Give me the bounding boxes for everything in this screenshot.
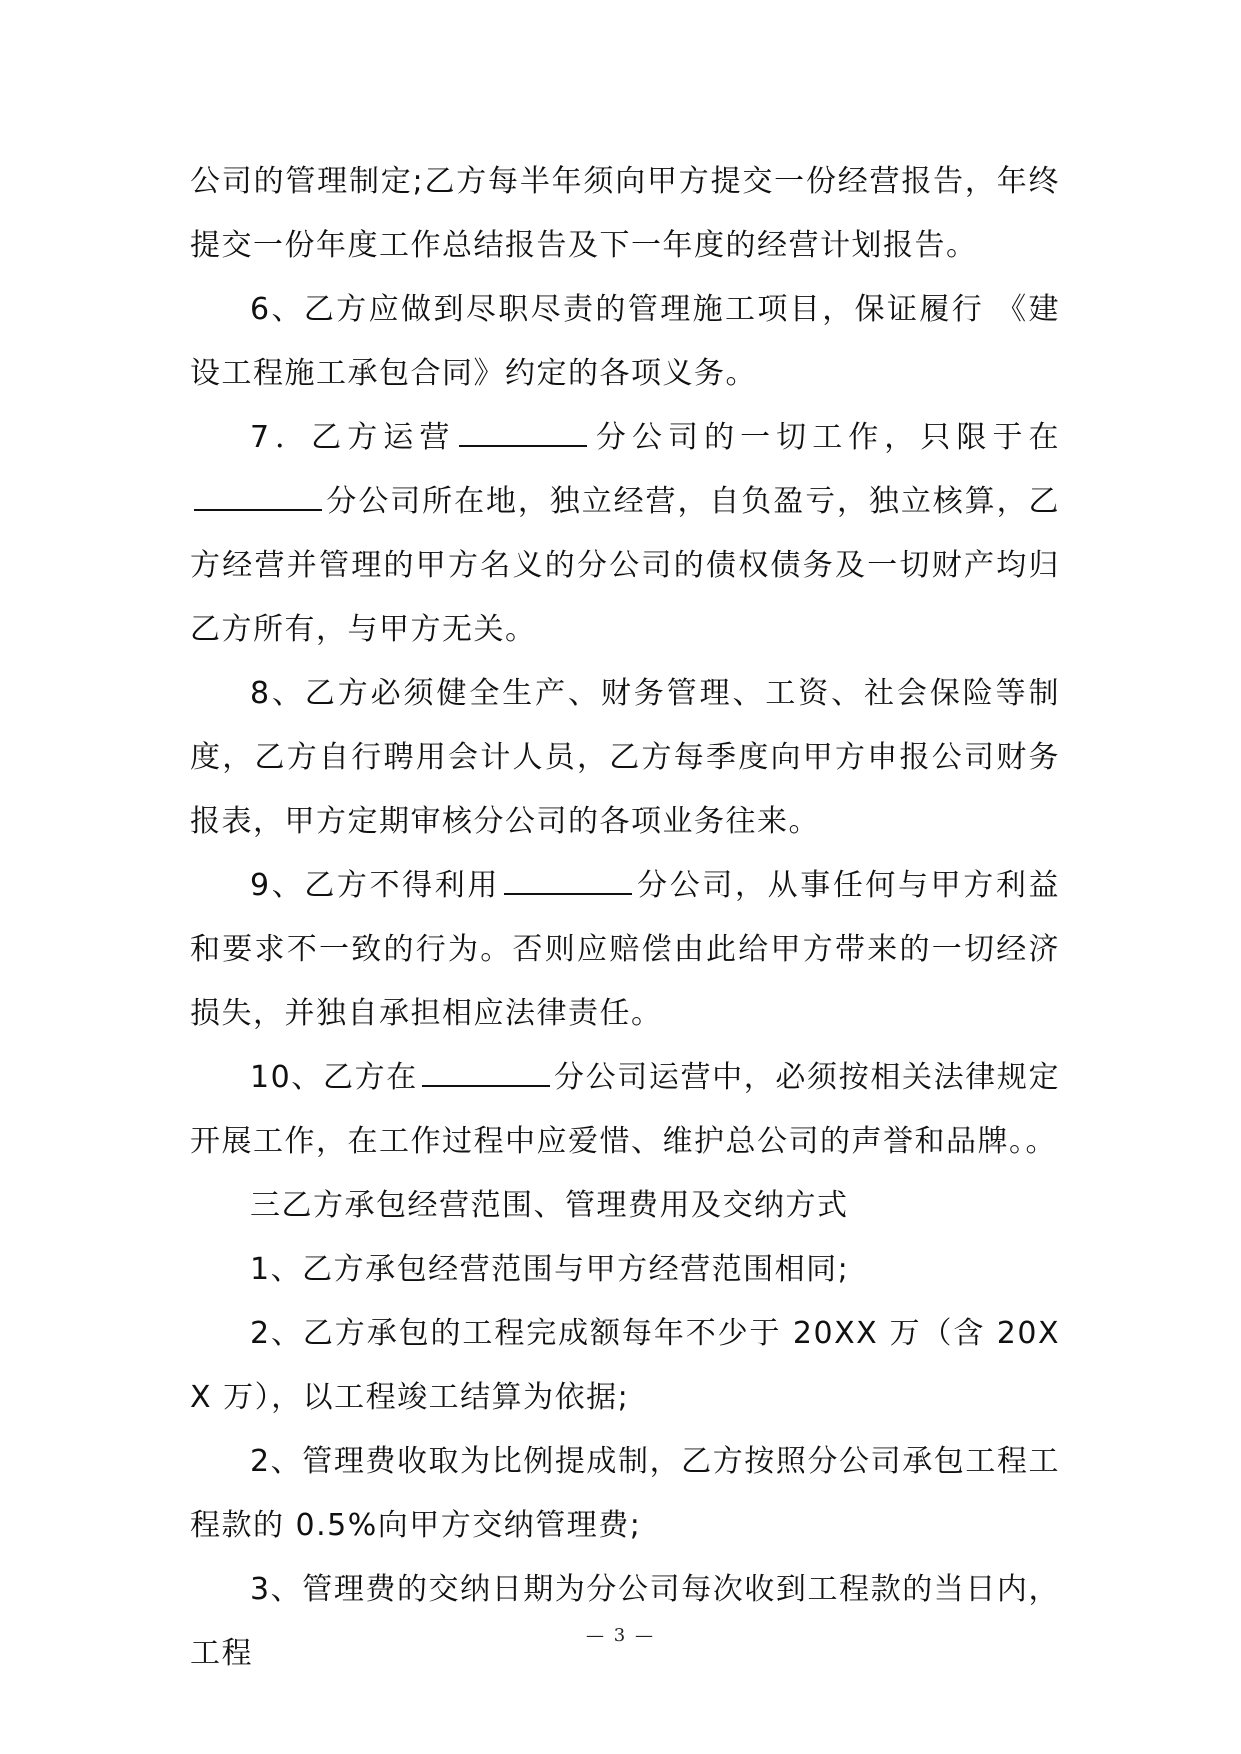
paragraph-text: 6、乙方应做到尽职尽责的管理施工项目，保证履行 《建设工程施工承包合同》约定的各项义务。 — [190, 292, 1060, 391]
paragraph-text: 分公司运营中，必须按相关法律规定开展工作，在工作过程中应爱惜、维护总公司的声誉和品牌。。 — [190, 1060, 1060, 1159]
paragraph-p4 — [190, 662, 1060, 854]
paragraph-text: 7．乙方运营 — [250, 420, 456, 455]
fill-blank — [194, 483, 322, 511]
paragraph-p1 — [190, 150, 1060, 278]
paragraph-p10 — [190, 1430, 1060, 1558]
paragraph-p6 — [190, 1046, 1060, 1174]
paragraph-text: 10、乙方在 — [250, 1060, 418, 1095]
paragraph-text: 分公司的一切工作，只限于在 — [591, 420, 1060, 455]
paragraph-text: 9、乙方不得利用 — [250, 868, 501, 903]
page-number: — 3 — — [586, 1625, 655, 1646]
paragraph-text: 1、乙方承包经营范围与甲方经营范围相同; — [250, 1252, 850, 1287]
section-heading — [190, 1174, 1060, 1238]
paragraph-p11 — [190, 1558, 1060, 1686]
paragraph-text: 2、管理费收取为比例提成制，乙方按照分公司承包工程工程款的 0.5%向甲方交纳管理费; — [190, 1444, 1060, 1543]
paragraph-p5 — [190, 854, 1060, 1046]
paragraph-text: 分公司，从事任何与甲方利益和要求不一致的行为。否则应赔偿由此给甲方带来的一切经济损失，并独自承担相应法律责任。 — [190, 868, 1061, 1031]
paragraph-text: 3、管理费的交纳日期为分公司每次收到工程款的当日内，工程 — [190, 1572, 1060, 1671]
paragraph-text: 2、乙方承包的工程完成额每年不少于 20XX 万（含 20XX 万），以工程竣工结算为依据; — [190, 1316, 1060, 1415]
paragraph-text: 分公司所在地，独立经营，自负盈亏，独立核算，乙方经营并管理的甲方名义的分公司的债权债务及一切财产均归乙方所有，与甲方无关。 — [190, 484, 1060, 647]
paragraph-p3 — [190, 406, 1060, 662]
paragraph-p2 — [190, 278, 1060, 406]
fill-blank — [422, 1059, 550, 1087]
section-heading-text: 三乙方承包经营范围、管理费用及交纳方式 — [250, 1188, 849, 1223]
paragraph-p9 — [190, 1302, 1060, 1430]
paragraph-text: 公司的管理制定;乙方每半年须向甲方提交一份经营报告，年终提交一份年度工作总结报告及下一年度的经营计划报告。 — [190, 164, 1060, 263]
document-body — [190, 150, 1060, 1686]
paragraph-text: 8、乙方必须健全生产、财务管理、工资、社会保险等制度，乙方自行聘用会计人员，乙方每季度向甲方申报公司财务报表，甲方定期审核分公司的各项业务往来。 — [190, 676, 1060, 839]
paragraph-p8 — [190, 1238, 1060, 1302]
fill-blank — [504, 867, 632, 895]
fill-blank — [459, 419, 587, 447]
